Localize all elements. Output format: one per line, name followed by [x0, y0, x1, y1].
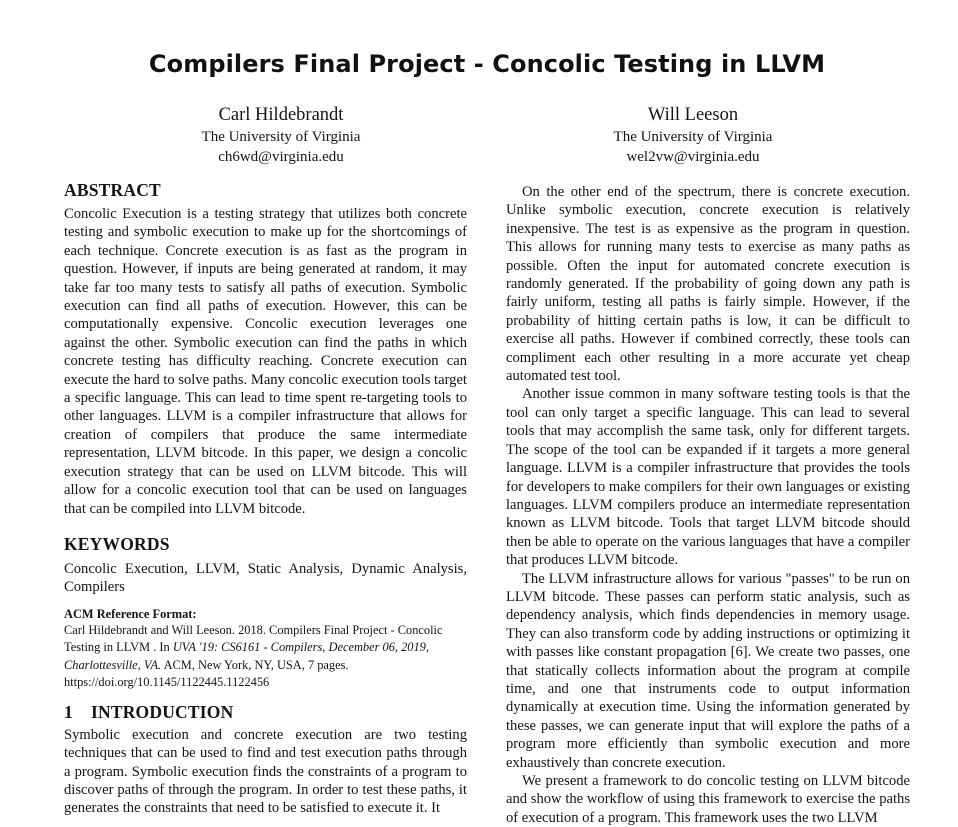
abstract-text: Concolic Execution is a testing strategy that utilizes both concrete testing and symbolic execution to make up for the shortcomings of each technique. Concrete execution is as fast as the program in question. However, if inputs are being generated at random, it may take far too many tests to satisfy all paths of execution. Symbolic execution can find all paths of execution. However, this can be computationally expensive. Concolic execution leverages one against the other. Symbolic execution can find the paths in which concrete testing has difficulty reaching. Concrete execution can execute the hard to solve paths. Many concolic execution tools target a specific language. This can lead to time spent re-targeting tools to other languages. LLVM is a compiler infrastructure that allows for creation of compilers that produce the same intermediate representation, LLVM bitcode. In this paper, we design a concolic execution strategy that can be used on LLVM bitcode. This will allow for a concolic execution tool that can be used on languages that can be compiled into LLVM bitcode.	[64, 206, 467, 517]
author-email: wel2vw@virginia.edu	[626, 149, 760, 165]
right-column	[506, 183, 910, 827]
introduction-heading	[64, 700, 467, 724]
body-paragraph: The LLVM infrastructure allows for various "passes" to be run on LLVM bitcode. These passes can perform static analysis, such as dependency analysis, which finds dependencies in memory usage. They can also transform code by adding instructions or optimizing it with passes like constant propagation [6]. We create two passes, one that statically collects information about the program at compile time, and one that instruments code to output information dynamically at execution time. Using the information generated by these passes, we can generate input that will explore the paths of a program more efficiently than symbolic execution and more exhaustively than concrete execution.	[506, 570, 910, 771]
author-affiliation: The University of Virginia	[201, 129, 361, 145]
author-name: Carl Hildebrandt	[218, 105, 344, 125]
left-column	[64, 178, 467, 818]
author-name: Will Leeson	[647, 105, 739, 125]
acm-reference-heading: ACM Reference Format:	[64, 606, 197, 621]
keywords-text: Concolic Execution, LLVM, Static Analysis, Dynamic Analysis, Compilers	[64, 560, 467, 596]
paper-title: Compilers Final Project - Concolic Testing in LLVM	[148, 50, 826, 78]
keywords-heading: KEYWORDS	[64, 533, 170, 554]
abstract-heading: ABSTRACT	[64, 180, 161, 200]
acm-reference-prefix: Carl Hildebrandt and Will Leeson. 2018. Compilers Final Project - Concolic Testing in LLVM . In	[64, 622, 443, 655]
body-paragraph: On the other end of the spectrum, there is concrete execution. Unlike symbolic execution, concrete execution is relatively inexpensive. The test is as expensive as the program in question. This allows for running many tests to exercise as many paths as possible. Often the input for automated concrete execution is randomly generated. If the probability of going down any path is fairly uniform, testing all paths is fairly simple. However, if the probability of hitting certain paths is low, it can be difficult to exercise all paths. However if combined correctly, these tools can compliment each other resulting in a more accurate yet cheap automated test tool.	[506, 184, 910, 385]
body-paragraph: Another issue common in many software testing tools is that the tool can only target a specific language. This can lead to several tools that may accomplish the same task, only for different targets. The scope of the tool can be expanded if it targets a more general language. LLVM is a compiler infrastructure that provides the tools for developers to make compilers for their own languages or existing languages. LLVM compilers produce an intermediate representation known as LLVM bitcode. Tools that target LLVM bitcode should then be able to operate on the various languages that have a compiler that produces LLVM bitcode.	[506, 386, 910, 569]
author-block-2	[528, 103, 858, 167]
section-number: 1	[64, 701, 73, 722]
author-block-1	[116, 103, 446, 167]
body-paragraph: We present a framework to do concolic testing on LLVM bitcode and show the workflow of using this framework to exercise the paths of execution of a program. This framework uses the two LLVM	[506, 773, 910, 826]
section-title: INTRODUCTION	[91, 701, 234, 722]
author-affiliation: The University of Virginia	[613, 129, 773, 145]
author-email: ch6wd@virginia.edu	[218, 149, 344, 165]
introduction-text: Symbolic execution and concrete execution are two testing techniques that can be used to find and test execution paths through a program. Symbolic execution finds the constraints of a program to discover paths of through the program. In order to test these paths, it generates the constraints that need to be satisfied to execute it. It	[64, 726, 467, 817]
acm-reference-venue: UVA '19: CS6161 - Compilers, December 06, 2019, Charlottesville, VA.	[64, 640, 429, 672]
acm-reference-text	[64, 622, 467, 692]
acm-reference-suffix: ACM, New York, NY, USA, 7 pages. https://doi.org/10.1145/1122445.1122456	[64, 657, 349, 690]
